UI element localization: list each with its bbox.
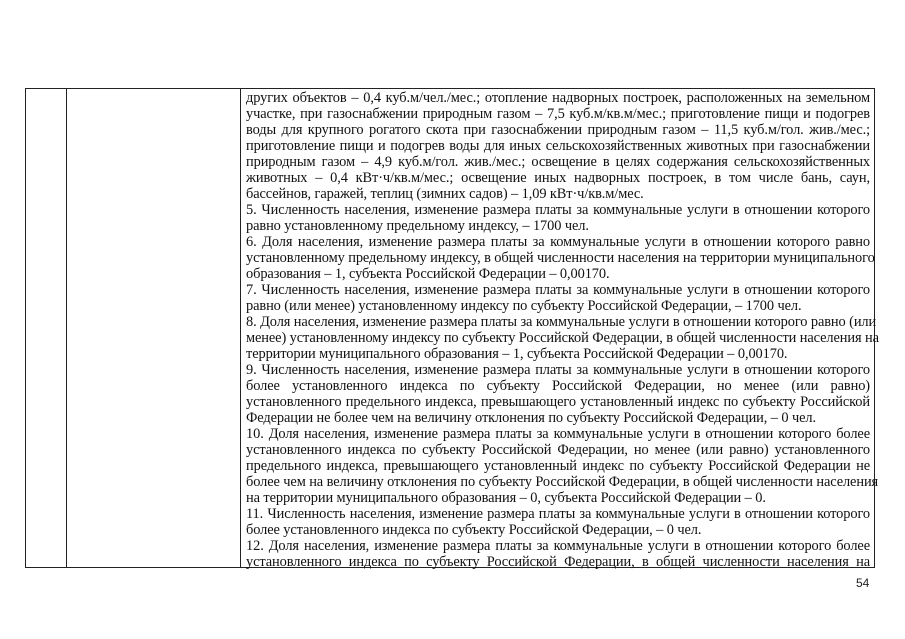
text-line: более установленного индекса по субъекту Российской Федерации, но менее (или равно) — [246, 378, 870, 394]
text-line: менее) установленному индексу по субъекту Российской Федерации, в общей численности населения на — [246, 330, 879, 346]
column-divider — [240, 89, 241, 567]
column-divider — [66, 89, 67, 567]
text-line: участке, при газоснабжении природным газом – 7,5 куб.м/кв.м/мес.; приготовление пищи и подогрев — [246, 106, 870, 122]
text-line: равно установленному предельному индексу, – 1700 чел. — [246, 218, 589, 234]
text-line: установленного индекса по субъекту Российской Федерации, но менее (или равно) установленного — [246, 442, 870, 458]
text-line: территории муниципального образования – 1, субъекта Российской Федерации – 0,00170. — [246, 346, 788, 362]
text-line: предельного индекса, превышающего установленный индекс по субъекту Российской Федерации не — [246, 458, 870, 474]
table-cell-text — [246, 90, 879, 570]
text-line: равно (или менее) установленному индексу по субъекту Российской Федерации, – 1700 чел. — [246, 298, 802, 314]
text-line: природным газом – 4,9 куб.м/гол. жив./мес.; освещение в целях содержания сельскохозяйственных — [246, 154, 870, 170]
text-line: воды для крупного рогатого скота при газоснабжении природным газом – 11,5 куб.м/гол. жив./мес.; — [246, 122, 870, 138]
text-line: установленного индекса по субъекту Российской Федерации, в общей численности населения на — [246, 554, 870, 570]
text-line: более установленного индекса по субъекту Российской Федерации, – 0 чел. — [246, 522, 702, 538]
text-line: животных – 0,4 кВт·ч/кв.м/мес.; освещение иных надворных построек, в том числе бань, саун, — [246, 170, 870, 186]
text-line: установленному предельному индексу, в общей численности населения на территории муниципального — [246, 250, 875, 266]
text-line: 8. Доля населения, изменение размера платы за коммунальные услуги в отношении которого равно (или — [246, 314, 877, 330]
text-line: 12. Доля населения, изменение размера платы за коммунальные услуги в отношении которого более — [246, 538, 870, 554]
page-number: 54 — [856, 576, 870, 590]
text-line: установленного предельного индекса, превышающего установленный индекс по субъекту Российской — [246, 394, 870, 410]
text-line: более чем на величину отклонения по субъекту Российской Федерации, в общей численности населения — [246, 474, 879, 490]
text-line: 7. Численность населения, изменение размера платы за коммунальные услуги в отношении которого — [246, 282, 870, 298]
text-line: 6. Доля населения, изменение размера платы за коммунальные услуги в отношении которого равно — [246, 234, 870, 250]
text-line: Федерации не более чем на величину отклонения по субъекту Российской Федерации, – 0 чел. — [246, 410, 816, 426]
text-line: на территории муниципального образования – 0, субъекта Российской Федерации – 0. — [246, 490, 766, 506]
text-line: других объектов – 0,4 куб.м/чел./мес.; отопление надворных построек, расположенных на земельном — [246, 90, 870, 106]
text-line: приготовление пищи и подогрев воды для иных сельскохозяйственных животных при газоснабжении — [246, 138, 870, 154]
text-line: 9. Численность населения, изменение размера платы за коммунальные услуги в отношении которого — [246, 362, 870, 378]
text-line: образования – 1, субъекта Российской Федерации – 0,00170. — [246, 266, 610, 282]
text-line: 10. Доля населения, изменение размера платы за коммунальные услуги в отношении которого более — [246, 426, 870, 442]
text-line: 5. Численность населения, изменение размера платы за коммунальные услуги в отношении которого — [246, 202, 870, 218]
text-line: бассейнов, гаражей, теплиц (зимних садов) – 1,09 кВт·ч/кв.м/мес. — [246, 186, 644, 202]
document-table — [25, 88, 879, 570]
text-line: 11. Численность населения, изменение размера платы за коммунальные услуги в отношении которого — [246, 506, 870, 522]
